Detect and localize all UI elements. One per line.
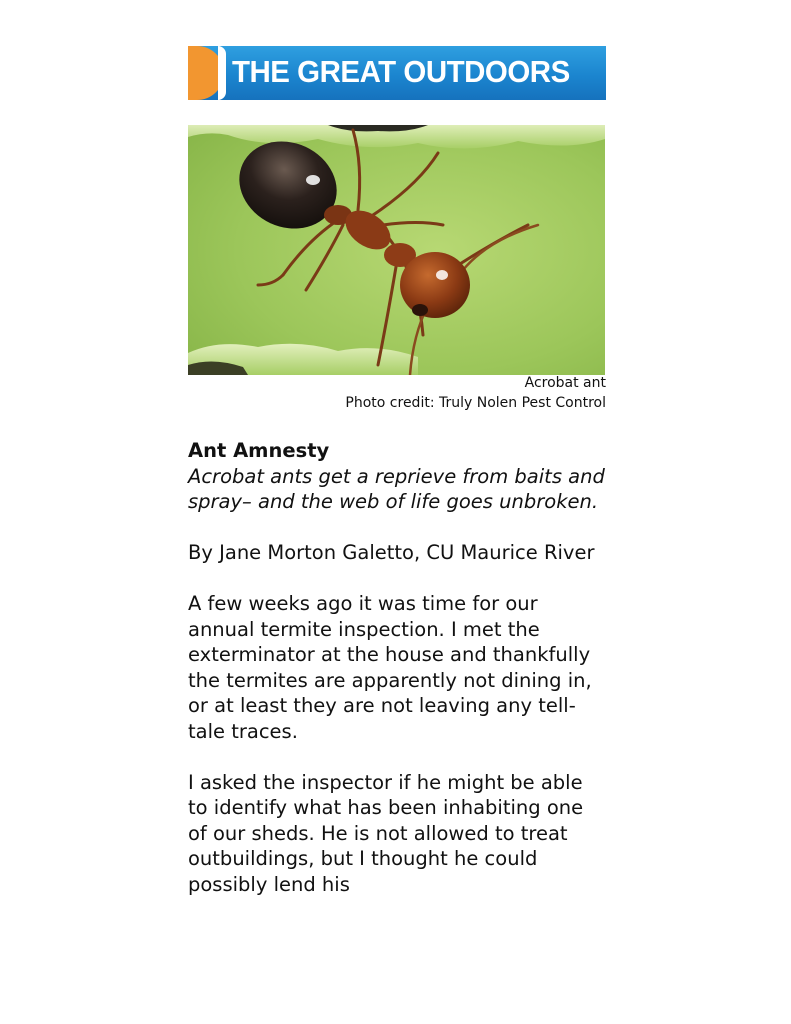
banner — [188, 46, 606, 100]
article-subtitle: Acrobat ants get a reprieve from baits and spray– and the web of life goes unbroken. — [188, 464, 605, 513]
article-paragraph: A few weeks ago it was time for our annual termite inspection. I met the exterminator at the house and thankfully the termites are apparently not dining in, or at least they are not leaving any tell-tale traces. — [188, 592, 592, 743]
article-headline: Ant Amnesty — [188, 439, 330, 462]
banner-title: THE GREAT OUTDOORS — [232, 54, 570, 89]
photo-caption: Acrobat ant — [524, 375, 606, 391]
photo-credit: Photo credit: Truly Nolen Pest Control — [345, 395, 606, 411]
article-byline: By Jane Morton Galetto, CU Maurice River — [188, 541, 595, 564]
ant-photo-illustration — [188, 125, 605, 375]
article — [188, 438, 608, 923]
ant-photo — [188, 125, 605, 375]
article-paragraph: I asked the inspector if he might be able to identify what has been inhabiting one of our sheds. He is not allowed to treat outbuildings, but I thought he could possibly lend his — [188, 770, 584, 896]
banner-swoosh-divider — [218, 46, 226, 100]
